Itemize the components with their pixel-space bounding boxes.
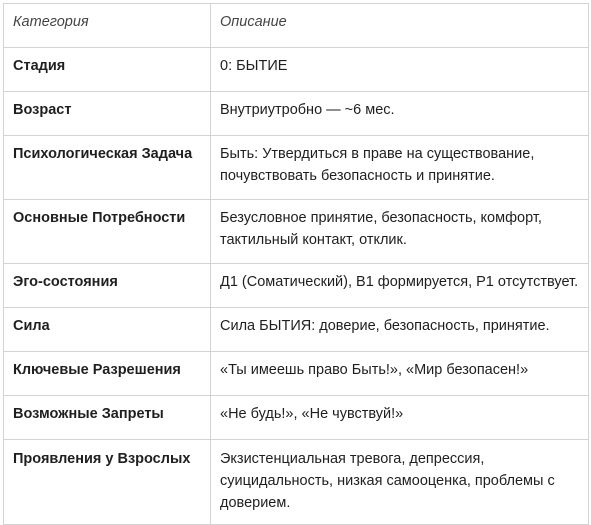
row-description: Д1 (Соматический), В1 формируется, Р1 отсутствует. [211, 264, 589, 308]
table-row [4, 48, 589, 92]
table-row [4, 396, 589, 440]
row-description: Быть: Утвердиться в праве на существование, почувствовать безопасность и принятие. [211, 136, 589, 200]
row-description: Сила БЫТИЯ: доверие, безопасность, принятие. [211, 308, 589, 352]
table-row [4, 200, 589, 264]
table-row [4, 264, 589, 308]
row-description: 0: БЫТИЕ [211, 48, 589, 92]
row-description: «Не будь!», «Не чувствуй!» [211, 396, 589, 440]
row-description: «Ты имеешь право Быть!», «Мир безопасен!» [211, 352, 589, 396]
row-category: Психологическая Задача [4, 136, 211, 200]
row-category: Возможные Запреты [4, 396, 211, 440]
table-row [4, 136, 589, 200]
row-category: Проявления у Взрослых [4, 440, 211, 525]
row-category: Сила [4, 308, 211, 352]
stage-info-table-container [3, 3, 588, 525]
table-header-row [4, 4, 589, 48]
row-category: Основные Потребности [4, 200, 211, 264]
row-description: Внутриутробно — ~6 мес. [211, 92, 589, 136]
table-row [4, 440, 589, 525]
stage-info-table [3, 3, 589, 525]
header-description: Описание [211, 4, 589, 48]
table-row [4, 352, 589, 396]
row-category: Возраст [4, 92, 211, 136]
header-category: Категория [4, 4, 211, 48]
row-description: Безусловное принятие, безопасность, комфорт, тактильный контакт, отклик. [211, 200, 589, 264]
row-category: Ключевые Разрешения [4, 352, 211, 396]
row-category: Стадия [4, 48, 211, 92]
table-row [4, 92, 589, 136]
row-category: Эго-состояния [4, 264, 211, 308]
table-row [4, 308, 589, 352]
row-description: Экзистенциальная тревога, депрессия, суицидальность, низкая самооценка, проблемы с доверием. [211, 440, 589, 525]
